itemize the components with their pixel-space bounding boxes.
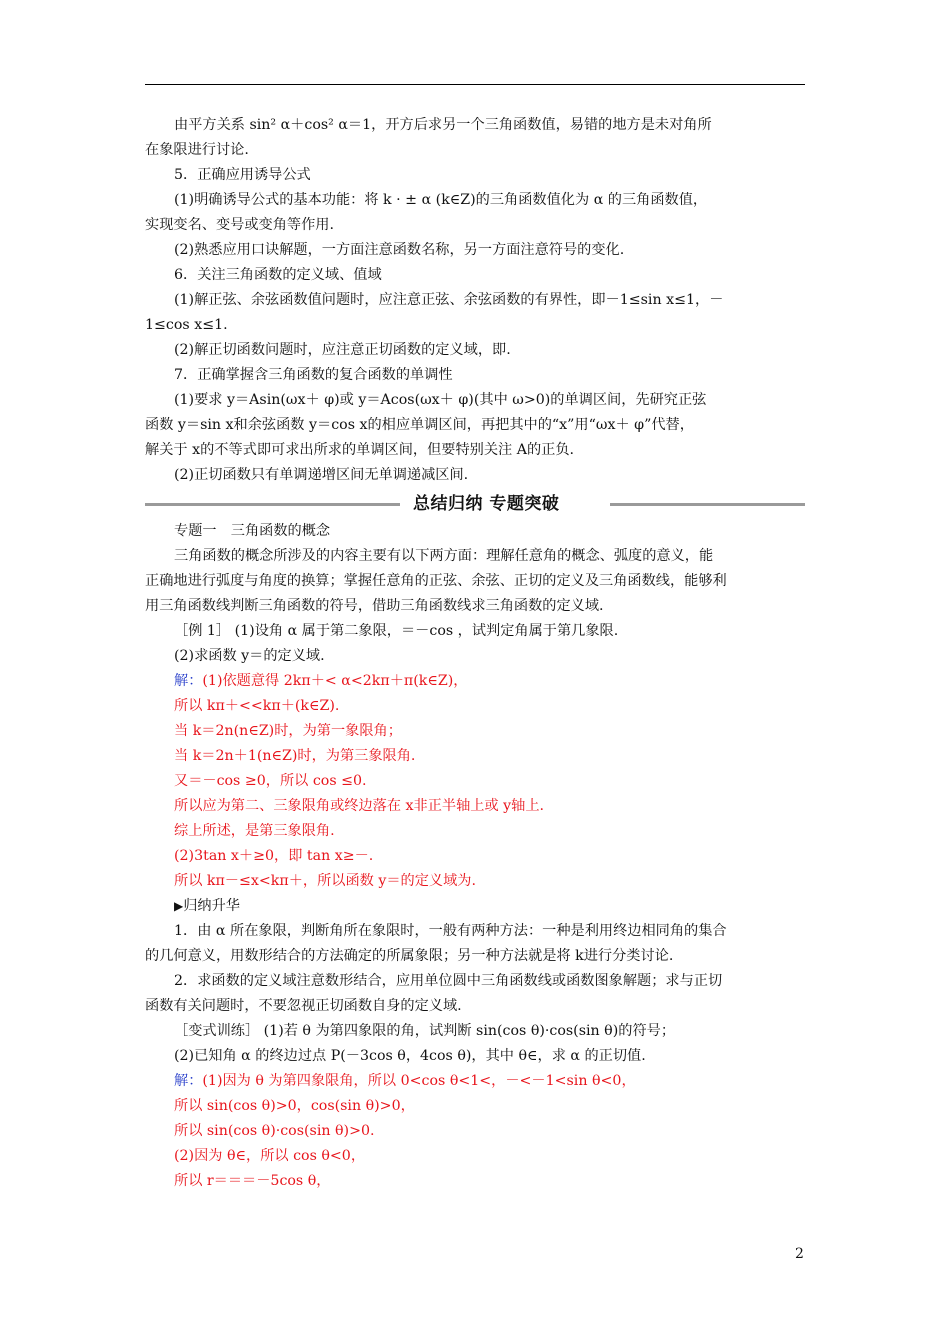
exercise-line: (2)已知角 α 的终边过点 P(－3cos θ，4cos θ)，其中 θ∈，求 α 的正切值. <box>174 1048 646 1064</box>
triangle-marker-icon: ▶ <box>174 899 184 913</box>
header-rule <box>145 84 805 85</box>
solution-line: 当 k＝2n＋1(n∈Z)时，为第三象限角. <box>174 748 416 764</box>
text-line: 函数有关问题时，不要忽视正切函数自身的定义域. <box>145 998 462 1014</box>
solution-line: 所以 sin(cos θ)>0，cos(sin θ)>0， <box>174 1098 415 1114</box>
text-line: (2)正切函数只有单调递增区间无单调递减区间. <box>174 467 469 483</box>
solution-line: 所以 r＝＝＝－5cos θ， <box>174 1173 331 1189</box>
text-line: 解关于 x的不等式即可求出所求的单调区间，但要特别关注 A的正负. <box>145 442 575 458</box>
page-number: 2 <box>795 1246 804 1262</box>
text-line: 正确地进行弧度与角度的换算；掌握任意角的正弦、余弦、正切的定义及三角函数线，能够利 <box>145 573 727 589</box>
text-line: (1)解正弦、余弦函数值问题时，应注意正弦、余弦函数的有界性，即－1≤sin x≤1，－ <box>174 292 724 308</box>
solution-label: 解： <box>174 673 203 689</box>
text-line: 三角函数的概念所涉及的内容主要有以下两方面：理解任意角的概念、弧度的意义，能 <box>174 548 714 564</box>
text-line: 5．正确应用诱导公式 <box>174 167 311 183</box>
text-line: 的几何意义，用数形结合的方法确定的所属象限；另一种方法就是将 k进行分类讨论. <box>145 948 674 964</box>
text-line: 在象限进行讨论. <box>145 142 249 158</box>
text-line: 6．关注三角函数的定义域、值域 <box>174 267 382 283</box>
text-line: (2)熟悉应用口诀解题，一方面注意函数名称，另一方面注意符号的变化. <box>174 242 625 258</box>
solution-line: 所以 sin(cos θ)·cos(sin θ)>0. <box>174 1123 375 1139</box>
text-line: 实现变名、变号或变角等作用. <box>145 217 334 233</box>
text-line: 2．求函数的定义域注意数形结合，应用单位圆中三角函数线或函数图象解题；求与正切 <box>174 973 723 989</box>
topic-title: 专题一 三角函数的概念 <box>174 523 331 539</box>
heading-rule-left <box>145 503 400 506</box>
example-line: ［例 1］ (1)设角 α 属于第二象限，＝－cos ，试判定角属于第几象限. <box>174 623 619 639</box>
example-line: (2)求函数 y＝的定义域. <box>174 648 325 664</box>
solution-line: 当 k＝2n(n∈Z)时，为第一象限角； <box>174 723 402 739</box>
solution-line: 所以 kπ＋<<kπ＋(k∈Z). <box>174 698 340 714</box>
page-body <box>145 113 805 1194</box>
text-line: 函数 y＝sin x和余弦函数 y＝cos x的相应单调区间，再把其中的“x”用“ωx＋ φ”代替， <box>145 417 694 433</box>
text-line: 1．由 α 所在象限，判断角所在象限时，一般有两种方法：一种是利用终边相同角的集合 <box>174 923 727 939</box>
text-line: 由平方关系 sin² α＋cos² α＝1，开方后求另一个三角函数值，易错的地方是未对角所 <box>174 117 712 133</box>
text-line: (1)要求 y＝Asin(ωx＋ φ)或 y＝Acos(ωx＋ φ)(其中 ω>0)的单调区间，先研究正弦 <box>174 392 707 408</box>
heading-rule-right <box>610 503 805 506</box>
summary-heading: ▶归纳升华 <box>174 898 240 914</box>
text-line: 7．正确掌握含三角函数的复合函数的单调性 <box>174 367 453 383</box>
solution-line: 所以 kπ－≤x<kπ＋，所以函数 y＝的定义域为. <box>174 873 476 889</box>
text-line: (2)解正切函数问题时，应注意正切函数的定义域，即. <box>174 342 511 358</box>
exercise-line: ［变式训练］ (1)若 θ 为第四象限的角，试判断 sin(cos θ)·cos(sin θ)的符号； <box>174 1023 676 1039</box>
solution-line: (2)3tan x＋≥0，即 tan x≥－. <box>174 848 374 864</box>
solution-line: 综上所述，是第三象限角. <box>174 823 335 839</box>
solution-line: 解：(1)因为 θ 为第四象限角，所以 0<cos θ<1<，－<－1<sin θ<0， <box>174 1073 636 1089</box>
solution-line: (2)因为 θ∈，所以 cos θ<0， <box>174 1148 366 1164</box>
text-line: 用三角函数线判断三角函数的符号，借助三角函数线求三角函数的定义域. <box>145 598 604 614</box>
solution-line: 解：(1)依题意得 2kπ＋< α<2kπ＋π(k∈Z)， <box>174 673 468 689</box>
text-line: 1≤cos x≤1. <box>145 317 228 333</box>
solution-line: 所以应为第二、三象限角或终边落在 x非正半轴上或 y轴上. <box>174 798 545 814</box>
section-title: 总结归纳 专题突破 <box>413 494 560 514</box>
solution-label: 解： <box>174 1073 203 1089</box>
section-heading <box>145 490 805 518</box>
text-line: (1)明确诱导公式的基本功能：将 k · ± α (k∈Z)的三角函数值化为 α 的三角函数值， <box>174 192 708 208</box>
solution-line: 又＝－cos ≥0，所以 cos ≤0. <box>174 773 367 789</box>
